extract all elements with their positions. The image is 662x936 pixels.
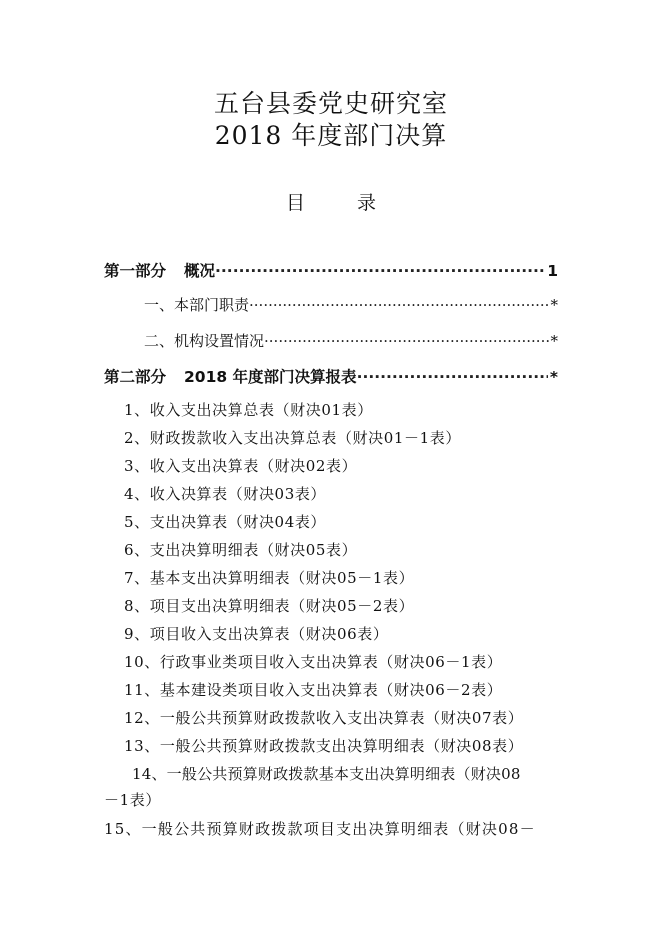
dot-leader — [357, 368, 548, 386]
toc-table-item[interactable]: 1、收入支出决算总表（财决01表） — [124, 401, 373, 419]
part1-page: 1 — [547, 262, 558, 280]
toc-table-item[interactable]: 12、一般公共预算财政拨款收入支出决算表（财决07表） — [124, 709, 524, 727]
toc-table-item[interactable]: 7、基本支出决算明细表（财决05－1表） — [124, 569, 415, 587]
toc-entry-organization[interactable] — [144, 330, 558, 351]
toc-table-item[interactable]: 6、支出决算明细表（财决05表） — [124, 541, 358, 559]
part2-page: * — [549, 368, 558, 386]
toc-table-item[interactable]: 5、支出决算表（财决04表） — [124, 513, 327, 531]
toc-entry-page: * — [550, 296, 558, 314]
toc-table-item[interactable]: 13、一般公共预算财政拨款支出决算明细表（财决08表） — [124, 737, 524, 755]
toc-table-item[interactable]: 9、项目收入支出决算表（财决06表） — [124, 625, 389, 643]
toc-table-item[interactable]: 11、基本建设类项目收入支出决算表（财决06－2表） — [124, 681, 503, 699]
toc-table-item[interactable]: 3、收入支出决算表（财决02表） — [124, 457, 358, 475]
document-title-line2: 2018 年度部门决算 — [214, 121, 448, 150]
toc-entry-label: 一、本部门职责 — [144, 296, 250, 314]
document-title-line1: 五台县委党史研究室 — [213, 89, 448, 118]
toc-table-item[interactable]: 10、行政事业类项目收入支出决算表（财决06－1表） — [124, 653, 503, 671]
dot-leader — [215, 262, 545, 280]
toc-table-item[interactable]: 8、项目支出决算明细表（财决05－2表） — [124, 597, 415, 615]
toc-table-item[interactable]: 2、财政拨款收入支出决算总表（财决01－1表） — [124, 429, 461, 447]
toc-table-item[interactable]: 4、收入决算表（财决03表） — [124, 485, 327, 503]
part2-label: 第二部分 — [104, 368, 167, 386]
toc-entry-duties[interactable] — [144, 294, 558, 315]
toc-table-item[interactable]: 15、一般公共预算财政拨款项目支出决算明细表（财决08－ — [104, 820, 536, 838]
toc-table-item[interactable]: 14、一般公共预算财政拨款基本支出决算明细表（财决08 — [132, 765, 521, 783]
toc-heading-char2: 录 — [357, 192, 377, 214]
toc-heading-char1: 目 — [285, 192, 305, 214]
toc-entry-part2[interactable] — [104, 365, 558, 387]
dot-leader — [264, 332, 548, 350]
toc-entry-label: 二、机构设置情况 — [144, 332, 265, 350]
toc-entry-page: * — [550, 332, 558, 350]
toc-entry-part1[interactable] — [104, 259, 558, 281]
part1-name: 概况 — [184, 262, 216, 280]
part1-label: 第一部分 — [104, 262, 167, 280]
dot-leader — [249, 296, 548, 314]
part2-name: 2018 年度部门决算报表 — [184, 368, 357, 386]
toc-heading — [0, 188, 662, 215]
toc-table-item-continued[interactable]: －1表） — [104, 791, 161, 809]
